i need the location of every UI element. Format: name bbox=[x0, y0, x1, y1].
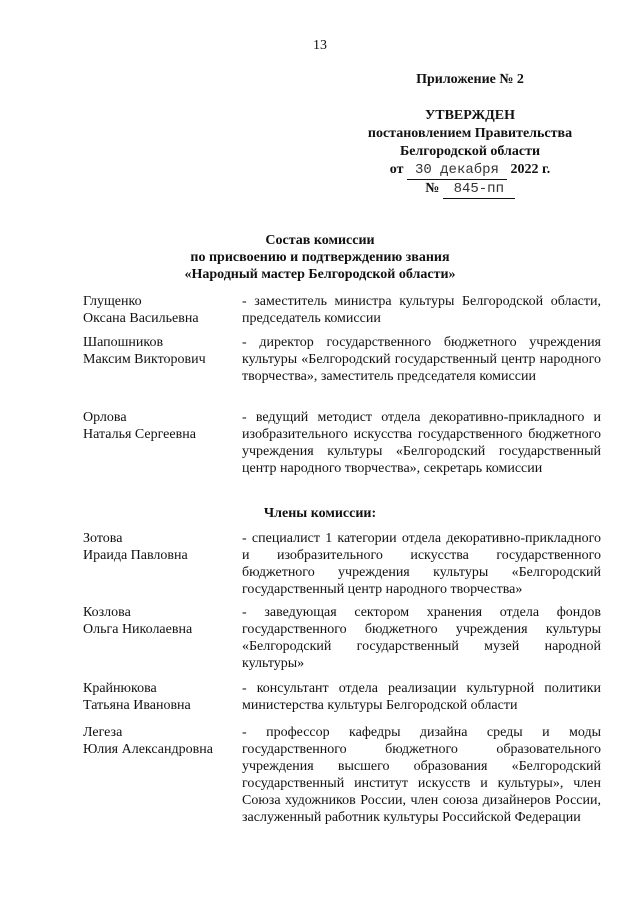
person-given-name: Татьяна Ивановна bbox=[83, 698, 191, 713]
person-surname: Зотова bbox=[83, 531, 123, 546]
members-heading: Члены комиссии: bbox=[263, 506, 377, 521]
person-surname: Глущенко bbox=[83, 294, 142, 309]
person-given-name: Максим Викторович bbox=[83, 352, 206, 367]
title-line-3: «Народный мастер Белгородской области» bbox=[184, 267, 456, 282]
approval-line-2: Белгородской области bbox=[399, 144, 541, 159]
number-prefix: № bbox=[425, 181, 440, 196]
person-surname: Легеза bbox=[83, 725, 123, 740]
appendix-label: Приложение № 2 bbox=[416, 72, 524, 87]
person-given-name: Ираида Павловна bbox=[83, 548, 188, 563]
document-title bbox=[0, 232, 640, 283]
person-name bbox=[83, 334, 233, 368]
person-role: - ведущий методист отдела декоративно-прикладного и изобразительного искусства государственного бюджетного учреждения культуры «Белгородский государственный центр народного творчества», секретарь комиссии bbox=[242, 410, 601, 476]
person-role: - директор государственного бюджетного учреждения культуры «Белгородский государственный центр народного творчества», заместитель председателя комиссии bbox=[242, 335, 601, 384]
date-prefix: от bbox=[389, 162, 404, 177]
person-name bbox=[83, 604, 233, 638]
person-name bbox=[83, 293, 233, 327]
person-given-name: Оксана Васильевна bbox=[83, 311, 199, 326]
date-suffix: 2022 г. bbox=[510, 162, 551, 177]
person-given-name: Наталья Сергеевна bbox=[83, 427, 196, 442]
person-name bbox=[83, 409, 233, 443]
person-role: - специалист 1 категории отдела декоративно-прикладного и изобразительного искусства государственного бюджетного учреждения культуры «Белгородский государственный центр народного творчества» bbox=[242, 531, 601, 597]
title-line-2: по присвоению и подтверждению звания bbox=[190, 250, 450, 265]
person-surname: Шапошников bbox=[83, 335, 164, 350]
approval-line-1: постановлением Правительства bbox=[367, 126, 573, 141]
number-value: 845-пп bbox=[443, 180, 515, 199]
approval-number-row bbox=[355, 180, 585, 199]
person-role: - заведующая сектором хранения отдела фондов государственного бюджетного учреждения культуры «Белгородский государственный музей народной культуры» bbox=[242, 605, 601, 671]
approval-block bbox=[355, 71, 585, 199]
person-name bbox=[83, 530, 233, 564]
person-surname: Козлова bbox=[83, 605, 131, 620]
title-line-1: Состав комиссии bbox=[265, 233, 375, 248]
person-role: - заместитель министра культуры Белгородской области, председатель комиссии bbox=[242, 294, 601, 326]
person-given-name: Ольга Николаевна bbox=[83, 622, 193, 637]
date-value: 30 декабря bbox=[407, 161, 507, 180]
person-surname: Крайнюкова bbox=[83, 681, 157, 696]
person-name bbox=[83, 680, 233, 714]
page-number: 13 bbox=[313, 38, 327, 53]
approval-date-row bbox=[355, 161, 585, 180]
person-surname: Орлова bbox=[83, 410, 127, 425]
person-role: - профессор кафедры дизайна среды и моды государственного бюджетного образовательного учреждения высшего образования «Белгородский государственный институт искусств и культуры», член Союза художников России, член союза дизайнеров России, заслуженный работник культуры Российской Федерации bbox=[242, 725, 601, 825]
person-given-name: Юлия Александровна bbox=[83, 742, 213, 757]
person-name bbox=[83, 724, 233, 758]
approved-heading: УТВЕРЖДЕН bbox=[424, 108, 516, 123]
person-role: - консультант отдела реализации культурной политики министерства культуры Белгородской области bbox=[242, 681, 601, 713]
